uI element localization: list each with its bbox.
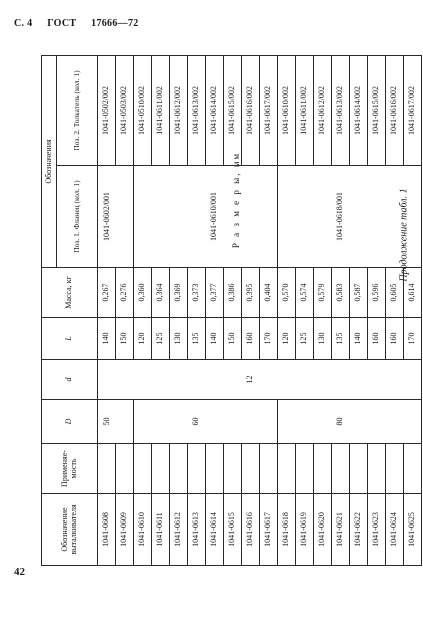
table-row (98, 56, 116, 566)
table-row (368, 56, 386, 566)
table-continuation-label: Продолжение табл. 1 (398, 188, 410, 282)
table-row (404, 56, 422, 566)
cell-applicability (170, 444, 188, 494)
table-row (206, 56, 224, 566)
cell-d (278, 360, 296, 400)
cell-L: 120 (278, 318, 296, 360)
cell-D (116, 400, 134, 444)
cell-pos2: 1041-0617/002 (404, 56, 422, 166)
table-row (116, 56, 134, 566)
cell-pos1 (386, 166, 404, 268)
cell-d (314, 360, 332, 400)
cell-mass: 0,373 (188, 268, 206, 318)
table-row (314, 56, 332, 566)
cell-L: 140 (350, 318, 368, 360)
cell-applicability (350, 444, 368, 494)
cell-pos1 (116, 166, 134, 268)
cell-d (152, 360, 170, 400)
cell-D (152, 400, 170, 444)
cell-mass: 0,587 (350, 268, 368, 318)
cell-designation: 1041-0621 (332, 494, 350, 566)
table-caption: Р а з м е р ы, мм (231, 151, 241, 249)
cell-d (170, 360, 188, 400)
table-row (188, 56, 206, 566)
cell-mass: 0,369 (170, 268, 188, 318)
cell-pos1: 1041-0602/001 (98, 166, 116, 268)
cell-L: 140 (98, 318, 116, 360)
cell-pos1 (170, 166, 188, 268)
cell-pos2: 1041-0613/002 (332, 56, 350, 166)
cell-designation: 1041-0624 (386, 494, 404, 566)
table-row (278, 56, 296, 566)
cell-L: 170 (260, 318, 278, 360)
cell-L: 170 (404, 318, 422, 360)
cell-pos2: 1041-0503/002 (116, 56, 134, 166)
cell-applicability (224, 444, 242, 494)
cell-mass: 0,596 (368, 268, 386, 318)
cell-d (188, 360, 206, 400)
cell-applicability (98, 444, 116, 494)
cell-L: 135 (188, 318, 206, 360)
cell-applicability (296, 444, 314, 494)
cell-designation: 1041-0617 (260, 494, 278, 566)
cell-pos1 (404, 166, 422, 268)
cell-pos1 (134, 166, 152, 268)
table-row (260, 56, 278, 566)
cell-mass: 0,395 (242, 268, 260, 318)
cell-applicability (368, 444, 386, 494)
cell-mass: 0,614 (404, 268, 422, 318)
cell-mass: 0,583 (332, 268, 350, 318)
cell-D (134, 400, 152, 444)
cell-mass: 0,360 (134, 268, 152, 318)
cell-designation: 1041-0612 (170, 494, 188, 566)
cell-designation: 1041-0625 (404, 494, 422, 566)
cell-pos2: 1041-0616/002 (386, 56, 404, 166)
table-header-row (42, 56, 57, 566)
cell-designation: 1041-0619 (296, 494, 314, 566)
header-pos2: Поз. 2. Толкатель (кол. 1) (57, 56, 98, 166)
cell-pos1 (224, 166, 242, 268)
cell-D (386, 400, 404, 444)
cell-mass: 0,605 (386, 268, 404, 318)
page-header (14, 18, 151, 29)
cell-designation: 1041-0609 (116, 494, 134, 566)
cell-d (98, 360, 116, 400)
cell-D (368, 400, 386, 444)
cell-applicability (386, 444, 404, 494)
cell-mass: 0,276 (116, 268, 134, 318)
cell-L: 160 (386, 318, 404, 360)
cell-pos2: 1041-0611/002 (296, 56, 314, 166)
cell-D: 60 (188, 400, 206, 444)
cell-d (206, 360, 224, 400)
cell-D (206, 400, 224, 444)
cell-pos1 (278, 166, 296, 268)
cell-applicability (404, 444, 422, 494)
header-L: L (42, 318, 98, 360)
table-row (224, 56, 242, 566)
header-designation: Обозначение выталкивателя (42, 494, 98, 566)
header-applicability: Применяе-мость (42, 444, 98, 494)
cell-mass: 0,570 (278, 268, 296, 318)
cell-D (296, 400, 314, 444)
cell-pos2: 1041-0510/002 (134, 56, 152, 166)
standard-number: 17666—72 (91, 18, 139, 29)
cell-pos2: 1041-0611/002 (152, 56, 170, 166)
cell-d (296, 360, 314, 400)
cell-D (260, 400, 278, 444)
cell-mass: 0,386 (224, 268, 242, 318)
cell-d (260, 360, 278, 400)
cell-pos1 (350, 166, 368, 268)
cell-mass: 0,267 (98, 268, 116, 318)
cell-applicability (152, 444, 170, 494)
cell-applicability (188, 444, 206, 494)
cell-d (368, 360, 386, 400)
header-d: d (42, 360, 98, 400)
cell-L: 125 (152, 318, 170, 360)
cell-pos2: 1041-0610/002 (278, 56, 296, 166)
cell-pos1 (314, 166, 332, 268)
cell-pos1 (368, 166, 386, 268)
cell-designation: 1041-0616 (242, 494, 260, 566)
cell-designation: 1041-0620 (314, 494, 332, 566)
cell-L: 135 (332, 318, 350, 360)
cell-pos2: 1041-0612/002 (314, 56, 332, 166)
cell-D: 80 (332, 400, 350, 444)
cell-L: 125 (296, 318, 314, 360)
cell-applicability (314, 444, 332, 494)
cell-D: 50 (98, 400, 116, 444)
cell-pos1: 1041-0610/001 (206, 166, 224, 268)
cell-designation: 1041-0614 (206, 494, 224, 566)
cell-D (170, 400, 188, 444)
cell-pos2: 1041-0614/002 (350, 56, 368, 166)
cell-designation: 1041-0623 (368, 494, 386, 566)
table-row (386, 56, 404, 566)
table-row (296, 56, 314, 566)
cell-d (134, 360, 152, 400)
header-mass: Масса, кг (42, 268, 98, 318)
cell-pos2: 1041-0613/002 (188, 56, 206, 166)
cell-d (350, 360, 368, 400)
cell-designation: 1041-0610 (134, 494, 152, 566)
table-row (152, 56, 170, 566)
table-row (332, 56, 350, 566)
cell-D (242, 400, 260, 444)
cell-L: 140 (206, 318, 224, 360)
table-row (350, 56, 368, 566)
cell-mass: 0,404 (260, 268, 278, 318)
cell-pos2: 1041-0617/002 (260, 56, 278, 166)
header-designations-group: Обозначения (42, 56, 57, 268)
cell-L: 150 (116, 318, 134, 360)
cell-pos2: 1041-0615/002 (224, 56, 242, 166)
cell-D (224, 400, 242, 444)
cell-d (224, 360, 242, 400)
cell-L: 120 (134, 318, 152, 360)
cell-pos1: 1041-0618/001 (332, 166, 350, 268)
cell-designation: 1041-0608 (98, 494, 116, 566)
page-label: С. 4 (14, 18, 33, 29)
header-pos1: Поз. 1. Фланец (кол. 1) (57, 166, 98, 268)
cell-pos2: 1041-0614/002 (206, 56, 224, 166)
header-D: D (42, 400, 98, 444)
table-row (134, 56, 152, 566)
cell-applicability (134, 444, 152, 494)
cell-pos2: 1041-0612/002 (170, 56, 188, 166)
cell-applicability (332, 444, 350, 494)
cell-d (386, 360, 404, 400)
table-body (98, 56, 422, 566)
cell-d (404, 360, 422, 400)
cell-L: 150 (224, 318, 242, 360)
cell-applicability (260, 444, 278, 494)
cell-designation: 1041-0613 (188, 494, 206, 566)
cell-D (314, 400, 332, 444)
cell-pos1 (152, 166, 170, 268)
cell-pos1 (260, 166, 278, 268)
cell-pos1 (242, 166, 260, 268)
cell-d (116, 360, 134, 400)
cell-L: 160 (242, 318, 260, 360)
cell-designation: 1041-0618 (278, 494, 296, 566)
cell-pos2: 1041-0616/002 (242, 56, 260, 166)
cell-d (332, 360, 350, 400)
cell-applicability (242, 444, 260, 494)
standard-label: ГОСТ (47, 18, 77, 29)
cell-mass: 0,377 (206, 268, 224, 318)
cell-pos2: 1041-0502/002 (98, 56, 116, 166)
cell-applicability (278, 444, 296, 494)
cell-mass: 0,574 (296, 268, 314, 318)
cell-D (350, 400, 368, 444)
cell-designation: 1041-0611 (152, 494, 170, 566)
cell-L: 160 (368, 318, 386, 360)
table-row (242, 56, 260, 566)
cell-L: 130 (314, 318, 332, 360)
dimensions-table (41, 55, 422, 566)
cell-pos1 (296, 166, 314, 268)
cell-D (278, 400, 296, 444)
cell-pos2: 1041-0615/002 (368, 56, 386, 166)
cell-designation: 1041-0615 (224, 494, 242, 566)
cell-applicability (116, 444, 134, 494)
page-number: 42 (14, 566, 25, 578)
cell-L: 130 (170, 318, 188, 360)
cell-designation: 1041-0622 (350, 494, 368, 566)
cell-D (404, 400, 422, 444)
cell-mass: 0,364 (152, 268, 170, 318)
cell-d: 12 (242, 360, 260, 400)
cell-pos1 (188, 166, 206, 268)
cell-applicability (206, 444, 224, 494)
table-row (170, 56, 188, 566)
cell-mass: 0,579 (314, 268, 332, 318)
